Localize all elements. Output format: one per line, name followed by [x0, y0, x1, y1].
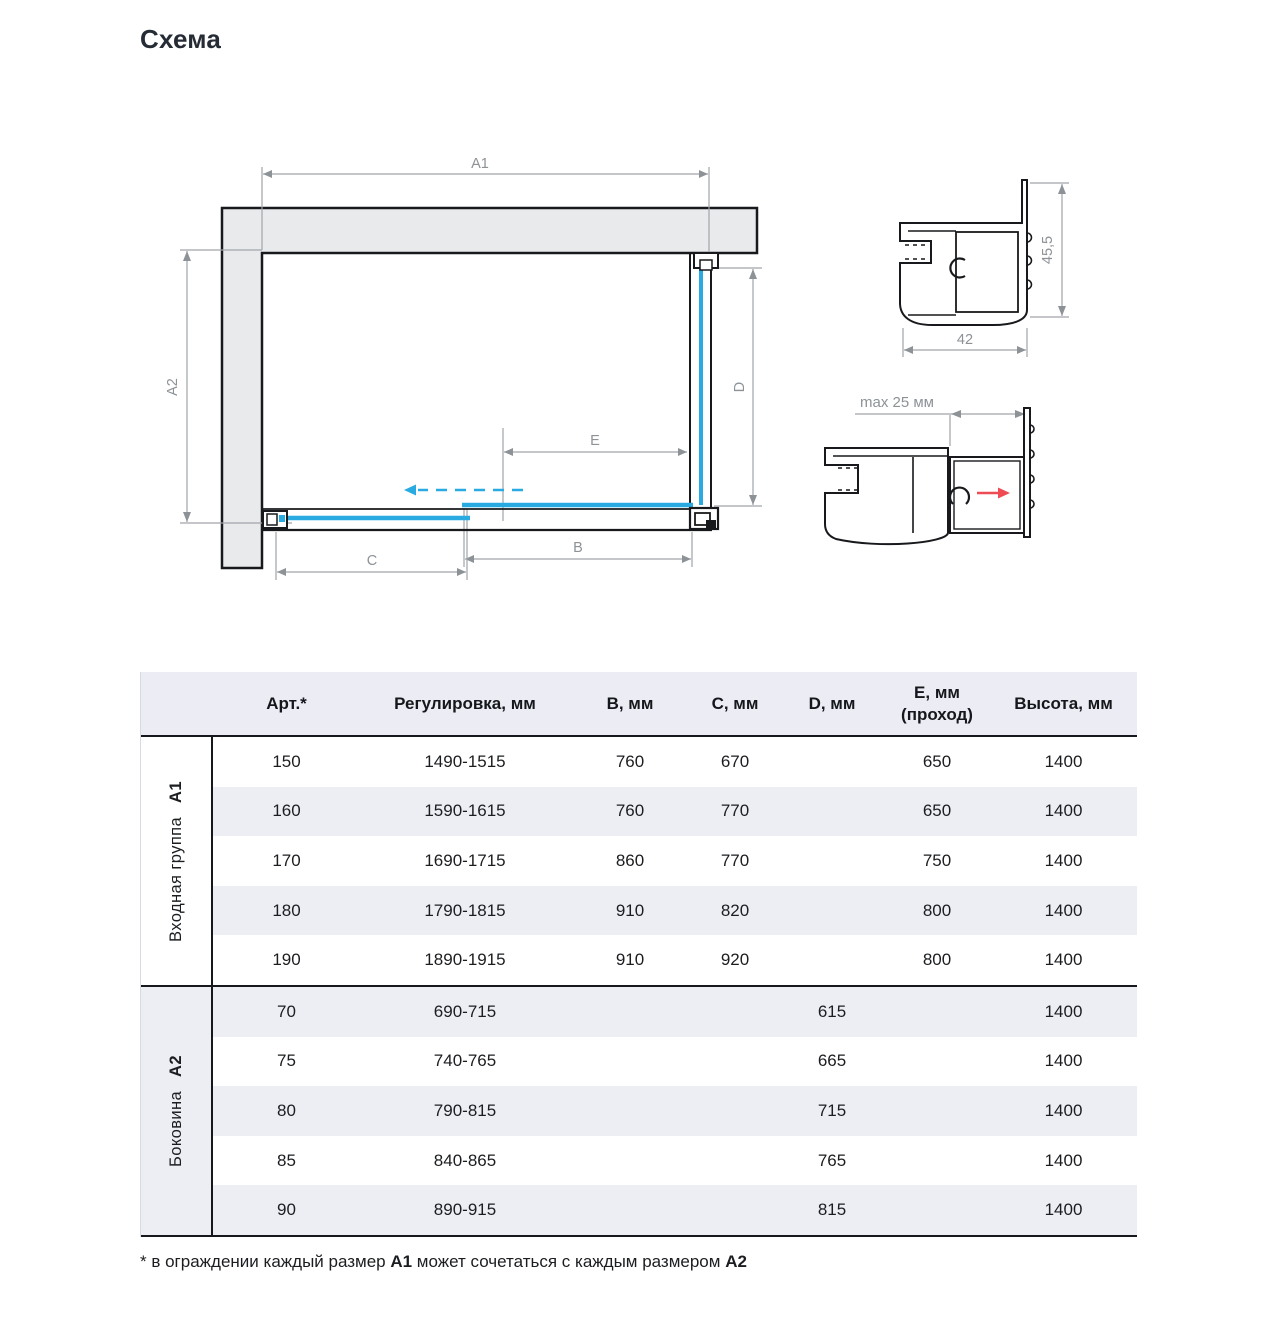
dim-label-42: 42 [956, 332, 974, 348]
table-cell: 920 [690, 935, 780, 985]
table-cell: 615 [780, 987, 884, 1037]
footnote-a2: А2 [725, 1252, 747, 1271]
dimension-b [464, 508, 692, 567]
table-cell: 740-765 [360, 1037, 570, 1087]
table-cell [690, 1086, 780, 1136]
dim-label-e: E [590, 433, 600, 449]
table-cell [690, 1136, 780, 1186]
technical-drawing [0, 0, 1277, 645]
table-cell: 800 [884, 935, 990, 985]
table-cell: 820 [690, 886, 780, 936]
table-cell [884, 1185, 990, 1235]
table-cell [884, 1086, 990, 1136]
table-cell: 1590-1615 [360, 787, 570, 837]
table-cell: 180 [213, 886, 360, 936]
col-header-art: Арт.* [266, 693, 307, 713]
slide-direction-arrow [404, 485, 523, 496]
table-cell: 650 [884, 737, 990, 787]
table-cell: 1400 [990, 886, 1137, 936]
notch-teeth [838, 468, 858, 490]
profile-section-bottom [825, 394, 1034, 544]
table-cell [780, 935, 884, 985]
profile-outline [825, 448, 948, 544]
table-cell [884, 1037, 990, 1087]
table-group-a2 [141, 987, 1137, 1237]
profile-section-top [900, 180, 1069, 357]
group-tag: А2 [166, 1054, 185, 1077]
dimension-45-5 [1030, 183, 1069, 317]
table-cell: 1400 [990, 1037, 1137, 1087]
table-cell: 670 [690, 737, 780, 787]
col-header-adjustment: Регулировка, мм [394, 693, 536, 713]
group-name: Входная группа [166, 816, 185, 942]
table-cell: 715 [780, 1086, 884, 1136]
table-cell: 770 [690, 787, 780, 837]
notch-teeth [905, 245, 925, 259]
table-cell: 160 [213, 787, 360, 837]
footnote-text-2: может сочетаться с каждым размером [412, 1252, 726, 1271]
footnote-text-1: * в ограждении каждый размер [140, 1252, 391, 1271]
footnote-a1: А1 [390, 1252, 413, 1271]
dim-label-45-5: 45,5 [1040, 235, 1056, 265]
table-cell: 85 [213, 1136, 360, 1186]
table-cell: 1400 [990, 787, 1137, 837]
table-cell: 1400 [990, 1185, 1137, 1235]
dim-label-b: B [573, 540, 583, 556]
table-cell [570, 1136, 690, 1186]
table-cell: 1400 [990, 1086, 1137, 1136]
group-tag: А1 [166, 780, 185, 803]
table-cell [690, 1037, 780, 1087]
table-cell: 1490-1515 [360, 737, 570, 787]
table-cell: 910 [570, 886, 690, 936]
table-cell [690, 1185, 780, 1235]
table-cell: 1690-1715 [360, 836, 570, 886]
wall [222, 208, 757, 568]
table-cell: 1400 [990, 836, 1137, 886]
col-header-e [884, 682, 990, 725]
table-group-a1 [141, 737, 1137, 987]
table-cell: 815 [780, 1185, 884, 1235]
table-cell: 1400 [990, 1136, 1137, 1186]
table-cell: 690-715 [360, 987, 570, 1037]
group-name: Боковина [166, 1090, 185, 1167]
col-header-d: D, мм [808, 693, 856, 713]
extension-profile [950, 408, 1034, 537]
table-cell [570, 1185, 690, 1235]
table-cell: 170 [213, 836, 360, 886]
table-cell: 650 [884, 787, 990, 837]
page-title: Схема [140, 24, 222, 54]
dimension-max-25 [855, 394, 1025, 446]
side-panel-top-bracket [694, 253, 718, 270]
table-cell: 1400 [990, 935, 1137, 985]
table-cell [780, 737, 884, 787]
dimension-d [714, 268, 762, 506]
table-cell [780, 787, 884, 837]
plan-view [165, 156, 762, 580]
table-cell: 910 [570, 935, 690, 985]
table-cell: 1790-1815 [360, 886, 570, 936]
dim-label-a2: A2 [165, 378, 181, 396]
table-cell: 840-865 [360, 1136, 570, 1186]
dim-label-d: D [732, 381, 748, 393]
dimension-42 [903, 328, 1027, 357]
table-cell: 1400 [990, 987, 1137, 1037]
footnote [140, 1252, 747, 1272]
table-cell [570, 987, 690, 1037]
table-cell: 800 [884, 886, 990, 936]
table-cell: 75 [213, 1037, 360, 1087]
col-header-c: C, мм [711, 693, 759, 713]
table-cell: 150 [213, 737, 360, 787]
col-header-b: B, мм [606, 693, 654, 713]
table-cell: 750 [884, 836, 990, 886]
table-cell [570, 1037, 690, 1087]
table-cell [780, 836, 884, 886]
wall-profile-bracket [263, 511, 287, 528]
table-cell [780, 886, 884, 936]
table-cell [884, 987, 990, 1037]
spec-table [140, 672, 1137, 1237]
table-cell: 770 [690, 836, 780, 886]
group-label-a1 [141, 737, 213, 985]
table-cell: 1890-1915 [360, 935, 570, 985]
table-header [141, 672, 1137, 737]
table-cell: 765 [780, 1136, 884, 1186]
table-cell: 760 [570, 787, 690, 837]
table-cell: 860 [570, 836, 690, 886]
corner-bracket [690, 508, 718, 529]
table-cell: 890-915 [360, 1185, 570, 1235]
group-label-a2 [141, 987, 213, 1235]
dim-label-a1: A1 [471, 156, 489, 172]
dim-label-c: C [366, 553, 378, 569]
table-cell [690, 987, 780, 1037]
col-header-e-line2: (проход) [901, 704, 973, 724]
table-cell: 80 [213, 1086, 360, 1136]
table-cell: 90 [213, 1185, 360, 1235]
col-header-height: Высота, мм [1014, 693, 1113, 713]
profile-outline [900, 180, 1027, 325]
table-cell [884, 1136, 990, 1186]
col-header-e-line1: Е, мм [914, 683, 960, 703]
dim-label-max-25: max 25 мм [860, 394, 934, 411]
table-cell: 190 [213, 935, 360, 985]
table-cell [570, 1086, 690, 1136]
table-cell: 665 [780, 1037, 884, 1087]
table-cell: 790-815 [360, 1086, 570, 1136]
table-cell: 760 [570, 737, 690, 787]
table-cell: 1400 [990, 737, 1137, 787]
table-cell: 70 [213, 987, 360, 1037]
